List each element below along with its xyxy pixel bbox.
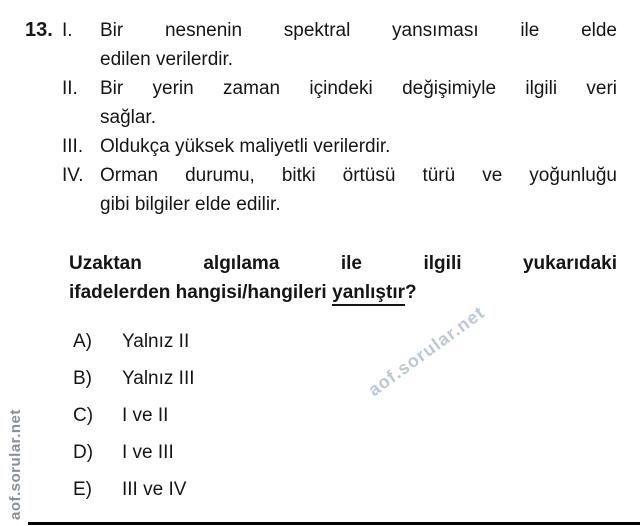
- option-letter: E): [73, 479, 92, 500]
- option-e: [73, 480, 195, 500]
- option-a: [73, 332, 195, 352]
- statement-line: Orman durumu, bitki örtüsü türü ve yoğunluğu: [100, 165, 617, 186]
- option-text: I ve III: [122, 442, 174, 463]
- statement-line: gibi bilgiler elde edilir.: [100, 194, 281, 215]
- prompt-line-2-text: ifadelerden hangisi/hangileri: [69, 282, 327, 303]
- question-prompt: [69, 249, 617, 307]
- option-letter: A): [73, 331, 92, 352]
- prompt-underlined-word: yanlıştır: [332, 282, 405, 306]
- page-bottom-rule: [28, 522, 640, 525]
- option-text: I ve II: [122, 405, 169, 426]
- prompt-question-mark: ?: [405, 282, 417, 303]
- statement-item: [62, 161, 617, 219]
- prompt-line-1: Uzaktan algılama ile ilgili yukarıdaki: [69, 253, 617, 274]
- question-number: 13.: [25, 19, 53, 41]
- answer-options: [73, 332, 195, 517]
- option-letter: D): [73, 442, 94, 463]
- statement-line: Oldukça yüksek maliyetli verilerdir.: [100, 136, 391, 157]
- option-d: [73, 443, 195, 463]
- statement-item: [62, 132, 617, 161]
- option-text: Yalnız III: [122, 368, 195, 389]
- option-c: [73, 406, 195, 426]
- option-b: [73, 369, 195, 389]
- watermark-vertical: aof.sorular.net: [7, 409, 24, 520]
- option-letter: C): [73, 405, 94, 426]
- statement-list: [62, 16, 617, 219]
- statement-numeral: I.: [62, 20, 73, 41]
- prompt-line-2: [69, 278, 617, 307]
- option-text: Yalnız II: [122, 331, 190, 352]
- statement-line: sağlar.: [100, 107, 156, 128]
- watermark-diagonal: aof.sorular.net: [364, 302, 489, 401]
- statement-line: Bir yerin zaman içindeki değişimiyle ilgili veri: [100, 78, 617, 99]
- statement-line: edilen verilerdir.: [100, 49, 234, 70]
- option-text: III ve IV: [122, 479, 187, 500]
- statement-line: Bir nesnenin spektral yansıması ile elde: [100, 20, 617, 41]
- statement-numeral: II.: [62, 78, 78, 99]
- option-letter: B): [73, 368, 92, 389]
- statement-numeral: IV.: [62, 165, 84, 186]
- statement-item: [62, 16, 617, 74]
- statement-numeral: III.: [62, 136, 84, 157]
- statement-item: [62, 74, 617, 132]
